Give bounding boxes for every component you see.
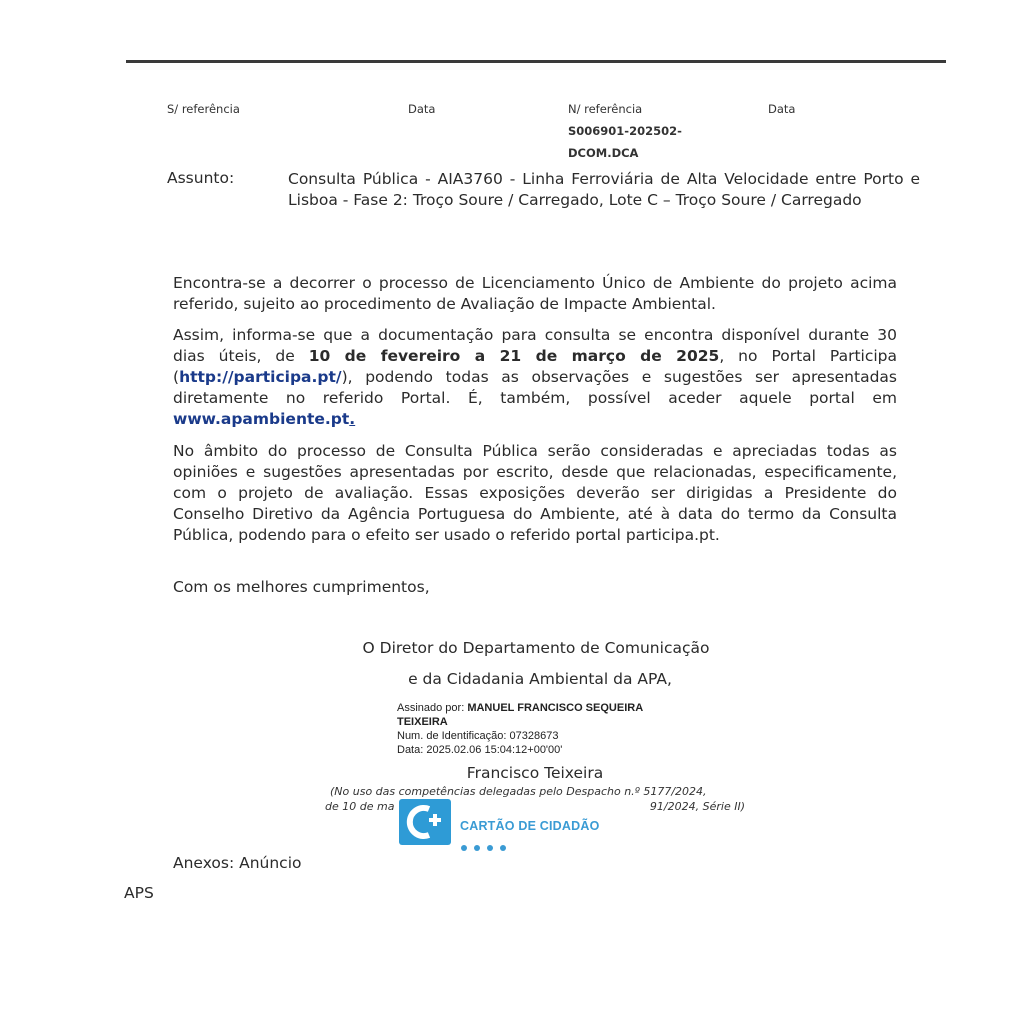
closing-line: Com os melhores cumprimentos,	[173, 578, 430, 596]
signature-date: Data: 2025.02.06 15:04:12+00'00'	[397, 744, 563, 756]
date-label-2: Data	[768, 102, 796, 116]
signed-by-name-1: MANUEL FRANCISCO SEQUEIRA	[467, 702, 644, 714]
signatory-name: Francisco Teixeira	[466, 764, 604, 782]
signed-by-label: Assinado por:	[397, 702, 468, 714]
signature-id: Num. de Identificação: 07328673	[397, 730, 559, 742]
apambiente-link[interactable]: www.apambiente.pt	[173, 410, 350, 428]
n-ref-value-line-2: DCOM.DCA	[568, 146, 639, 160]
delegation-line-2b: 91/2024, Série II)	[649, 800, 745, 813]
signed-by-name-2: TEIXEIRA	[397, 716, 448, 728]
digital-signature-block	[397, 701, 643, 757]
attachments-line: Anexos: Anúncio	[173, 854, 302, 872]
cartao-de-cidadao-icon	[399, 799, 451, 845]
date-label: Data	[408, 102, 436, 116]
paragraph-2-text-c: ), podendo todas as observações e sugestões ser apresentadas diretamente no referido Portal. É, também, possível aceder aquele portal em	[173, 368, 897, 407]
participa-link[interactable]: http://participa.pt/	[179, 368, 342, 386]
author-initials: APS	[124, 884, 154, 902]
cartao-de-cidadao-dots	[461, 836, 513, 855]
delegation-line-1: (No uso das competências delegadas pelo Despacho n.º 5177/2024,	[330, 785, 707, 798]
signatory-title-line-1: O Diretor do Departamento de Comunicação	[362, 639, 710, 657]
signatory-title-line-2: e da Cidadania Ambiental da APA,	[408, 670, 672, 688]
delegation-line-2a: de 10 de ma	[325, 800, 395, 813]
cartao-de-cidadao-label: CARTÃO DE CIDADÃO	[460, 819, 600, 833]
paragraph-2	[173, 325, 897, 430]
consultation-dates: 10 de fevereiro a 21 de março de 2025	[308, 347, 720, 365]
paragraph-1: Encontra-se a decorrer o processo de Licenciamento Único de Ambiente do projeto acima referido, sujeito ao procedimento de Avaliação de Impacte Ambiental.	[173, 274, 897, 313]
subject-text: Consulta Pública - AIA3760 - Linha Ferroviária de Alta Velocidade entre Porto e Lisboa - Fase 2: Troço Soure / Carregado, Lote C – Troço Soure / Carregado	[288, 170, 920, 209]
subject-label: Assunto:	[167, 169, 235, 187]
delegation-note	[325, 784, 745, 814]
paragraph-2-text-b: , no Portal Participa (	[173, 347, 897, 386]
n-ref-value	[568, 120, 682, 164]
header-rule	[126, 60, 946, 63]
s-ref-label: S/ referência	[167, 102, 240, 116]
n-ref-value-line-1: S006901-202502-	[568, 124, 682, 138]
delegation-line-2	[325, 799, 745, 814]
n-ref-label: N/ referência	[568, 102, 643, 116]
paragraph-3: No âmbito do processo de Consulta Pública serão consideradas e apreciadas todas as opiniões e sugestões apresentadas por escrito, desde que relacionadas, especificamente, com o projeto de avaliação. Essas exposições deverão ser dirigidas a Presidente do Conselho Diretivo da Agência Portuguesa do Ambiente, até à data do termo da Consulta Pública, podendo para o efeito ser usado o referido portal participa.pt.	[173, 442, 897, 544]
apambiente-link-dot: .	[349, 410, 356, 428]
paragraph-2-text-a: Assim, informa-se que a documentação para consulta se encontra disponível durante 30 dias úteis, de	[173, 326, 897, 365]
signed-by-line	[397, 701, 643, 715]
